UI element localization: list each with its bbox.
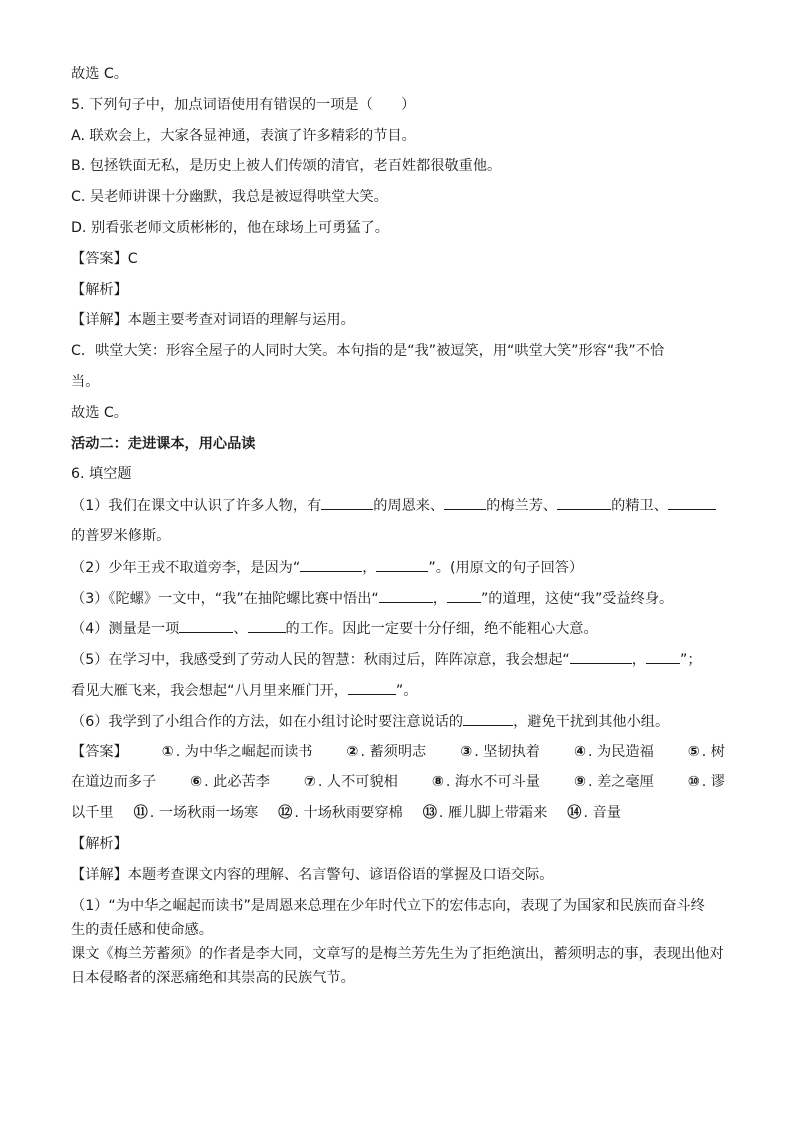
answer-item: ⑪ . 一场秋雨一场寒 (133, 805, 259, 822)
fill-blank (570, 649, 632, 664)
fill-text: （4）测量是一项 (71, 621, 180, 638)
fill-q4-line (71, 618, 725, 638)
answer-item: ⑧ . 海水不可斗量 (431, 774, 540, 791)
analysis-label: 【解析】 (71, 835, 128, 852)
answer-row-3 (71, 803, 725, 823)
answer-number: ⑬ (422, 805, 437, 822)
answer-number: ⑭ (567, 805, 582, 822)
answer-number: ⑩ (687, 774, 700, 791)
option-d: D. 别看张老师文质彬彬的，他在球场上可勇猛了。 (71, 219, 389, 236)
fill-text: （3）《陀螺》一文中，“我”在抽陀螺比赛中悟出“ (71, 590, 379, 607)
fill-text: ， (362, 559, 377, 576)
analysis-p1-cont: 生的责任感和使命感。 (71, 921, 213, 938)
answer-item: ④ . 为民造福 (573, 743, 654, 760)
fill-text: ，避免干扰到其他小组。 (513, 713, 670, 730)
answer-row-2 (71, 772, 725, 792)
answer-text: 谬 (710, 774, 725, 791)
answer-number: ④ (573, 743, 586, 760)
fill-q3-line (71, 588, 725, 608)
fill-text: 的工作。因此一定要十分仔细，绝不能粗心大意。 (285, 621, 598, 638)
answer-number: ⑥ (190, 774, 203, 791)
answer-text: 雁儿脚上带霜来 (447, 805, 548, 822)
answer-row-1 (71, 742, 725, 762)
fill-q1-line (71, 495, 725, 515)
text-line: 故选 C。 (71, 66, 128, 82)
fill-blank (463, 711, 513, 726)
detail-line: 【详解】本题主要考查对词语的理解与运用。 (71, 312, 355, 329)
section-heading: 活动二：走进课本，用心品读 (71, 435, 256, 452)
fill-blank (300, 557, 362, 572)
answer-text: 以千里 (71, 805, 114, 822)
fill-text: ”。(用原文的句子回答） (428, 559, 584, 576)
fill-text: （6）我学到了小组合作的方法，如在小组讨论时要注意说话的 (71, 713, 464, 730)
detail-line: 【详解】本题考查课文内容的理解、名言警句、谚语俗语的掌握及口语交际。 (71, 866, 554, 883)
answer-item: ① . 为中华之崛起而读书 (161, 743, 313, 760)
fill-blank (557, 495, 611, 510)
fill-text: 的梅兰芳、 (486, 498, 558, 515)
answer-item: ⑤ . 树 (687, 743, 725, 760)
answer-number: ⑪ (133, 805, 148, 822)
fill-q5-cont (71, 680, 725, 700)
answer-item: ③ . 坚韧执着 (460, 743, 540, 760)
fill-text: （5）在学习中，我感受到了劳动人民的智慧：秋雨过后，阵阵凉意，我会想起“ (71, 652, 570, 669)
fill-text: ”。 (395, 682, 418, 699)
question-5-stem: 5. 下列句子中，加点词语使用有错误的一项是（ ） (71, 96, 416, 113)
option-a: A. 联欢会上，大家各显神通，表演了许多精彩的节目。 (71, 127, 416, 144)
option-c: C. 吴老师讲课十分幽默，我总是被逗得哄堂大笑。 (71, 189, 388, 206)
fill-text: 的周恩来、 (373, 498, 445, 515)
answer-line: 【答案】C (71, 250, 138, 267)
fill-blank (379, 588, 433, 603)
analysis-p2: 课文《梅兰芳蓄须》的作者是李大同，文章写的是梅兰芳先生为了拒绝演出，蓄须明志的事，表现出他对 (71, 945, 724, 962)
text-line: 故选 C。 (71, 404, 128, 421)
detail-c-cont: 当。 (71, 373, 100, 390)
answer-item: ⑥ . 此必苦李 (190, 774, 270, 791)
fill-blank (646, 649, 680, 664)
fill-text: （1）我们在课文中认识了许多人物，有 (71, 498, 322, 515)
answer-number: ⑨ (573, 774, 586, 791)
fill-blank (444, 495, 486, 510)
fill-q2-line (71, 557, 725, 577)
question-6-stem: 6. 填空题 (71, 466, 132, 483)
answer-item: ⑬ . 雁儿脚上带霜来 (422, 805, 548, 822)
fill-blank (668, 495, 716, 510)
answer-text: 坚韧执着 (483, 743, 540, 760)
fill-text: ， (432, 590, 447, 607)
answer-item: ⑦ . 人不可貌相 (303, 774, 398, 791)
answer-text: 树 (710, 743, 725, 760)
answer-item: ⑭ . 音量 (567, 805, 621, 822)
answer-number: ⑫ (278, 805, 293, 822)
answer-text: 在道边而多子 (71, 774, 157, 791)
option-b: B. 包拯铁面无私，是历史上被人们传颂的清官，老百姓都很敬重他。 (71, 158, 502, 175)
answer-text: 人不可貌相 (326, 774, 398, 791)
fill-text: 看见大雁飞来，我会想起“八月里来雁门开， (71, 682, 348, 699)
fill-q1-cont: 的普罗米修斯。 (71, 527, 171, 544)
analysis-p1: （1）“为中华之崛起而读书”是周恩来总理在少年时代立下的宏伟志向，表现了为国家和民族而奋斗终 (71, 897, 705, 914)
fill-text: ”； (679, 652, 702, 669)
fill-q6-line (71, 711, 725, 731)
fill-blank (348, 680, 396, 695)
analysis-label: 【解析】 (71, 281, 128, 298)
answer-number: ② (346, 743, 359, 760)
answer-text: 为民造福 (597, 743, 654, 760)
answer-item: ⑩ . 谬 (687, 774, 725, 791)
answer-number: ① (161, 743, 174, 760)
answer-text: 音量 (592, 805, 621, 822)
fill-blank (376, 557, 428, 572)
answer-number: ⑦ (303, 774, 316, 791)
fill-text: ， (631, 652, 646, 669)
answer-text: 差之毫厘 (597, 774, 654, 791)
fill-blank (447, 588, 481, 603)
answer-text: 为中华之崛起而读书 (184, 743, 313, 760)
answer-text: 此必苦李 (213, 774, 270, 791)
fill-blank (179, 618, 233, 633)
answer-text: 海水不可斗量 (454, 774, 540, 791)
answer-text: 十场秋雨要穿棉 (303, 805, 403, 822)
fill-q5-line (71, 649, 725, 669)
detail-c-line: C．哄堂大笑：形容全屋子的人同时大笑。本句指的是“我”被逗笑，用“哄堂大笑”形容“我”不恰 (71, 343, 665, 360)
fill-text: 、 (233, 621, 248, 638)
answer-number: ⑤ (687, 743, 700, 760)
fill-text: 的精卫、 (611, 498, 668, 515)
fill-text: （2）少年王戎不取道旁李，是因为“ (71, 559, 301, 576)
answer-number: ⑧ (431, 774, 444, 791)
answer-text: 一场秋雨一场寒 (158, 805, 259, 822)
analysis-p2-cont: 日本侵略者的深恶痛绝和其崇高的民族气节。 (71, 969, 355, 986)
answer-item: ⑫ . 十场秋雨要穿棉 (278, 805, 403, 822)
answer-item: ② . 蓄须明志 (346, 743, 427, 760)
fill-blank (248, 618, 286, 633)
answer-number: ③ (460, 743, 473, 760)
answer-item: ⑨ . 差之毫厘 (573, 774, 654, 791)
fill-blank (321, 495, 373, 510)
answer-label: 【答案】 (71, 743, 128, 760)
answer-text: 蓄须明志 (369, 743, 427, 760)
document-content (71, 64, 725, 998)
fill-text: ”的道理，这使“我”受益终身。 (480, 590, 674, 607)
